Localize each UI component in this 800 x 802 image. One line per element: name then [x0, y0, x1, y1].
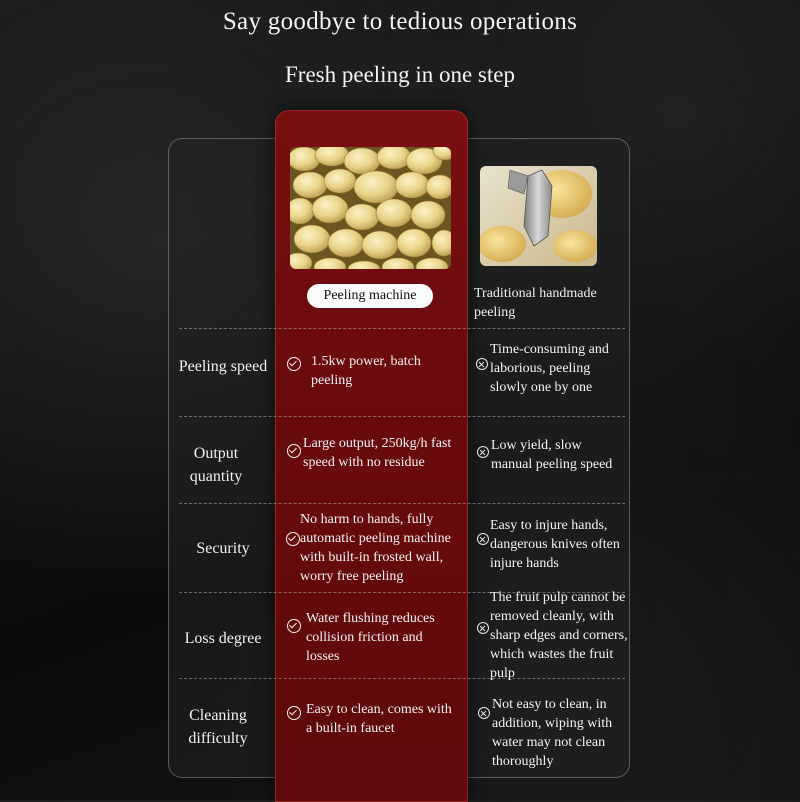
traditional-cell-peeling-speed: Time-consuming and laborious, peeling slowly one by one [490, 342, 609, 395]
machine-cell-output-quantity: Large output, 250kg/h fast speed with no residue [303, 436, 452, 470]
peeled-potatoes-image [290, 147, 451, 269]
cross-circle-icon [478, 707, 490, 719]
machine-cell-peeling-speed: 1.5kw power, batch peeling [311, 354, 421, 388]
row-label-loss-degree: Loss degree [184, 630, 262, 647]
traditional-cell-output-quantity: Low yield, slow manual peeling speed [491, 438, 613, 472]
traditional-cell-loss-degree: The fruit pulp cannot be removed cleanly, with sharp edges and corners, which wastes the fruit pulp [490, 590, 628, 681]
machine-cell-security: No harm to hands, fully automatic peeling machine with built-in frosted wall, worry free peeling [300, 512, 451, 584]
subheadline: Fresh peeling in one step [285, 62, 515, 87]
traditional-cell-cleaning-difficulty: Not easy to clean, in addition, wiping with water may not clean thoroughly [492, 697, 613, 769]
machine-cell-loss-degree: Water flushing reduces collision friction and losses [306, 611, 435, 664]
check-circle-icon [287, 619, 301, 633]
check-circle-icon [287, 444, 301, 458]
row-divider [179, 328, 625, 329]
cross-circle-icon [477, 533, 489, 545]
row-divider [179, 503, 625, 504]
check-circle-icon [287, 357, 301, 371]
traditional-cell-security: Easy to injure hands, dangerous knives often injure hands [490, 518, 620, 571]
cross-circle-icon [476, 358, 488, 370]
row-label-peeling-speed: Peeling speed [178, 358, 268, 375]
row-label-output-quantity: Output quantity [189, 445, 243, 485]
row-label-cleaning-difficulty: Cleaning difficulty [188, 707, 248, 747]
cross-circle-icon [477, 446, 489, 458]
headline: Say goodbye to tedious operations [222, 8, 578, 35]
row-divider [179, 416, 625, 417]
cross-circle-icon [477, 622, 489, 634]
machine-cell-cleaning-difficulty: Easy to clean, comes with a built-in faucet [306, 702, 452, 736]
peeling-machine-label: Peeling machine [307, 284, 433, 308]
check-circle-icon [286, 532, 300, 546]
check-circle-icon [287, 706, 301, 720]
row-label-security: Security [196, 540, 250, 557]
hand-peeling-image [480, 166, 597, 266]
traditional-peeling-label: Traditional handmade peeling [474, 286, 597, 320]
